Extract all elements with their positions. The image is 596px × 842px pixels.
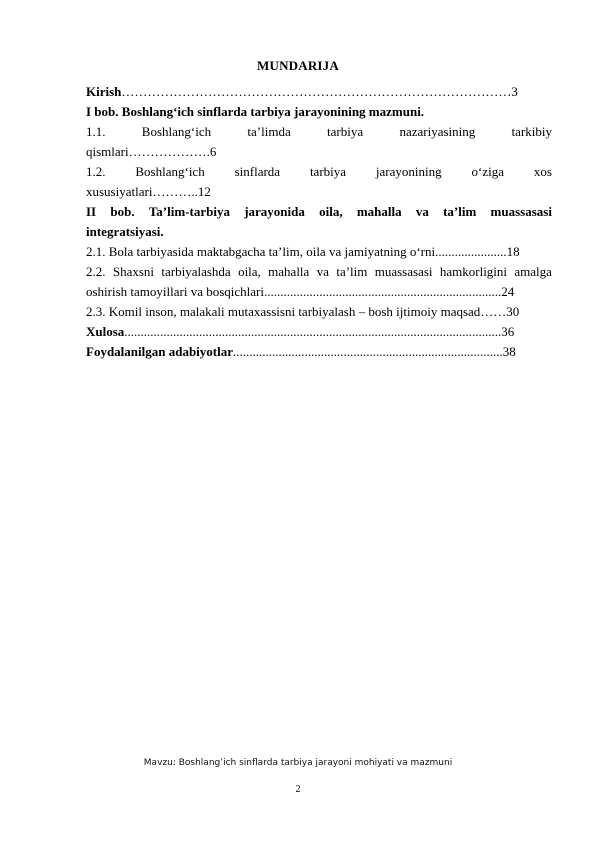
toc-word: hamkorligini [439,264,508,279]
toc-section-1-1-line1 [86,122,552,142]
toc-section-1-2-line1 [86,162,552,182]
toc-label: Kirish [86,84,122,99]
toc-word: Shaxsni [112,264,155,279]
toc-section-2-2-line1 [86,262,552,282]
toc-chapter-2-line2: integratsiyasi. [86,224,164,239]
toc-word: o‘ziga [471,164,504,179]
toc-word: 1.2. [86,164,106,179]
toc-word: oila, [238,264,261,279]
toc-word: ta’lim [443,204,477,219]
toc-page: 36 [501,324,515,339]
toc-word: ta’lim [336,264,368,279]
toc-dots: ................................................................................... [233,344,503,359]
toc-word: jarayonining [375,164,442,179]
toc-word: va [415,204,429,219]
toc-chapter-1: I bob. Boshlang‘ich sinflarda tarbiya jarayonining mazmuni. [86,104,425,119]
toc-chapter-2-line1 [86,202,552,222]
toc-word: II [86,204,97,219]
toc-word: jarayonida [244,204,305,219]
page-number: 2 [295,784,301,795]
toc-entry-adabiyotlar [86,342,552,362]
toc-word: bob. [110,204,135,219]
toc-word: tarkibiy [511,124,552,139]
toc-section-2-3: 2.3. Komil inson, malakali mutaxassisni tarbiyalash – bosh ijtimoiy maqsad……30 [86,304,520,319]
toc-dots: .................................................................................................................... [124,324,502,339]
toc-word: Boshlang‘ich [141,124,212,139]
toc-word: tarbiyalashda [161,264,231,279]
toc-entry-xulosa [86,322,552,342]
toc-word: oila, [319,204,343,219]
toc-word: mahalla [356,204,402,219]
toc-word: sinflarda [234,164,281,179]
toc-section-1-1-line2: qismlari……………….6 [86,144,217,159]
toc-word: Boshlang‘ich [135,164,205,179]
footer-topic: Mavzu: Boshlang’ich sinflarda tarbiya jarayoni mohiyati va mazmuni [143,758,453,768]
toc-word: 2.2. [86,264,106,279]
toc-word: ta’limda [247,124,291,139]
toc-word: nazariyasining [399,124,476,139]
toc-word: xos [533,164,552,179]
toc-section-1-2-line2: xususiyatlari………..12 [86,184,211,199]
toc-word: 1.1. [86,124,106,139]
toc-section-2-2-line2: oshirish tamoyillari va bosqichlari.........................................................................24 [86,284,515,299]
toc-word: va [316,264,329,279]
toc-page: 38 [502,344,516,359]
toc-word: muassasasi [490,204,552,219]
toc-page: 3 [511,84,518,99]
table-of-contents [86,82,552,362]
page-title: MUNDARIJA [257,58,339,73]
toc-word: mahalla [268,264,310,279]
toc-word: amalga [514,264,552,279]
toc-word: tarbiya [309,164,347,179]
toc-word: tarbiya [327,124,364,139]
toc-label: Xulosa [86,324,125,339]
toc-section-2-1: 2.1. Bola tarbiyasida maktabgacha ta’lim, oila va jamiyatning o‘rni......................18 [86,244,520,259]
toc-dots: ……………………………………………………………………………… [121,84,512,99]
toc-word: Ta’lim-tarbiya [148,204,230,219]
toc-label: Foydalanilgan adabiyotlar [86,344,233,359]
toc-word: muassasasi [374,264,433,279]
toc-entry-kirish [86,82,552,102]
